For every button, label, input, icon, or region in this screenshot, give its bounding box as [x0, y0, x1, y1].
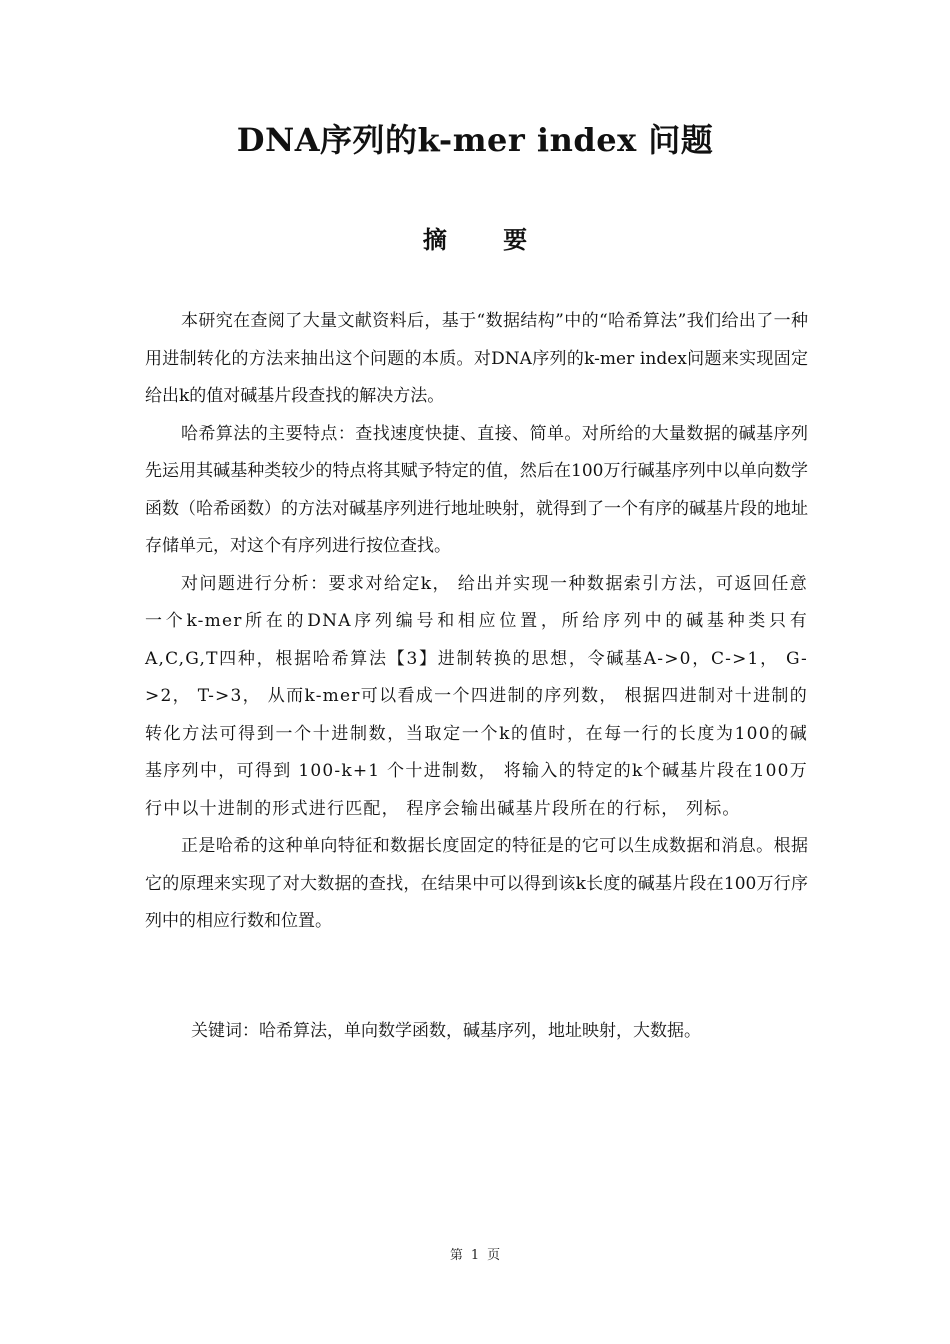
page-footer: [0, 1246, 950, 1266]
abstract-paragraph-2: 哈希算法的主要特点：查找速度快捷、直接、简单。对所给的大量数据的碱基序列先运用其碱基种类较少的特点将其赋予特定的值，然后在100万行碱基序列中以单向数学函数（哈希函数）的方法对碱基序列进行地址映射，就得到了一个有序的碱基片段的地址存储单元，对这个有序列进行按位查找。: [145, 423, 808, 556]
abstract-paragraph-3: 对问题进行分析：要求对给定k， 给出并实现一种数据索引方法，可返回任意一个k-mer所在的DNA序列编号和相应位置，所给序列中的碱基种类只有A,C,G,T四种，根据哈希算法【3】进制转换的思想，令碱基A->0，C->1， G->2， T->3， 从而k-mer可以看成一个四进制的序列数， 根据四进制对十进制的转化方法可得到一个十进制数，当取定一个k的值时，在每一行的长度为100的碱基序列中，可得到 100-k+1 个十进制数， 将输入的特定的k个碱基片段在100万行中以十进制的形式进行匹配， 程序会输出碱基片段所在的行标， 列标。: [145, 573, 808, 819]
page-number-prefix: 第: [449, 1248, 463, 1263]
abstract-paragraph-1: 本研究在查阅了大量文献资料后，基于“数据结构”中的“哈希算法”我们给出了一种用进制转化的方法来抽出这个问题的本质。对DNA序列的k-mer index问题来实现固定给出k的值对碱基片段查找的解决方法。: [145, 311, 808, 406]
document-title: DNA序列的k-mer index 问题: [236, 121, 714, 159]
abstract-body: [145, 303, 808, 941]
page-number-suffix: 页: [487, 1248, 501, 1263]
abstract-heading: 摘 要: [422, 225, 552, 254]
keywords-line: 关键词：哈希算法，单向数学函数，碱基序列，地址映射，大数据。: [191, 1021, 701, 1041]
page-number: 1: [470, 1248, 480, 1263]
abstract-paragraph-4: 正是哈希的这种单向特征和数据长度固定的特征是的它可以生成数据和消息。根据它的原理来实现了对大数据的查找，在结果中可以得到该k长度的碱基片段在100万行序列中的相应行数和位置。: [145, 836, 808, 931]
